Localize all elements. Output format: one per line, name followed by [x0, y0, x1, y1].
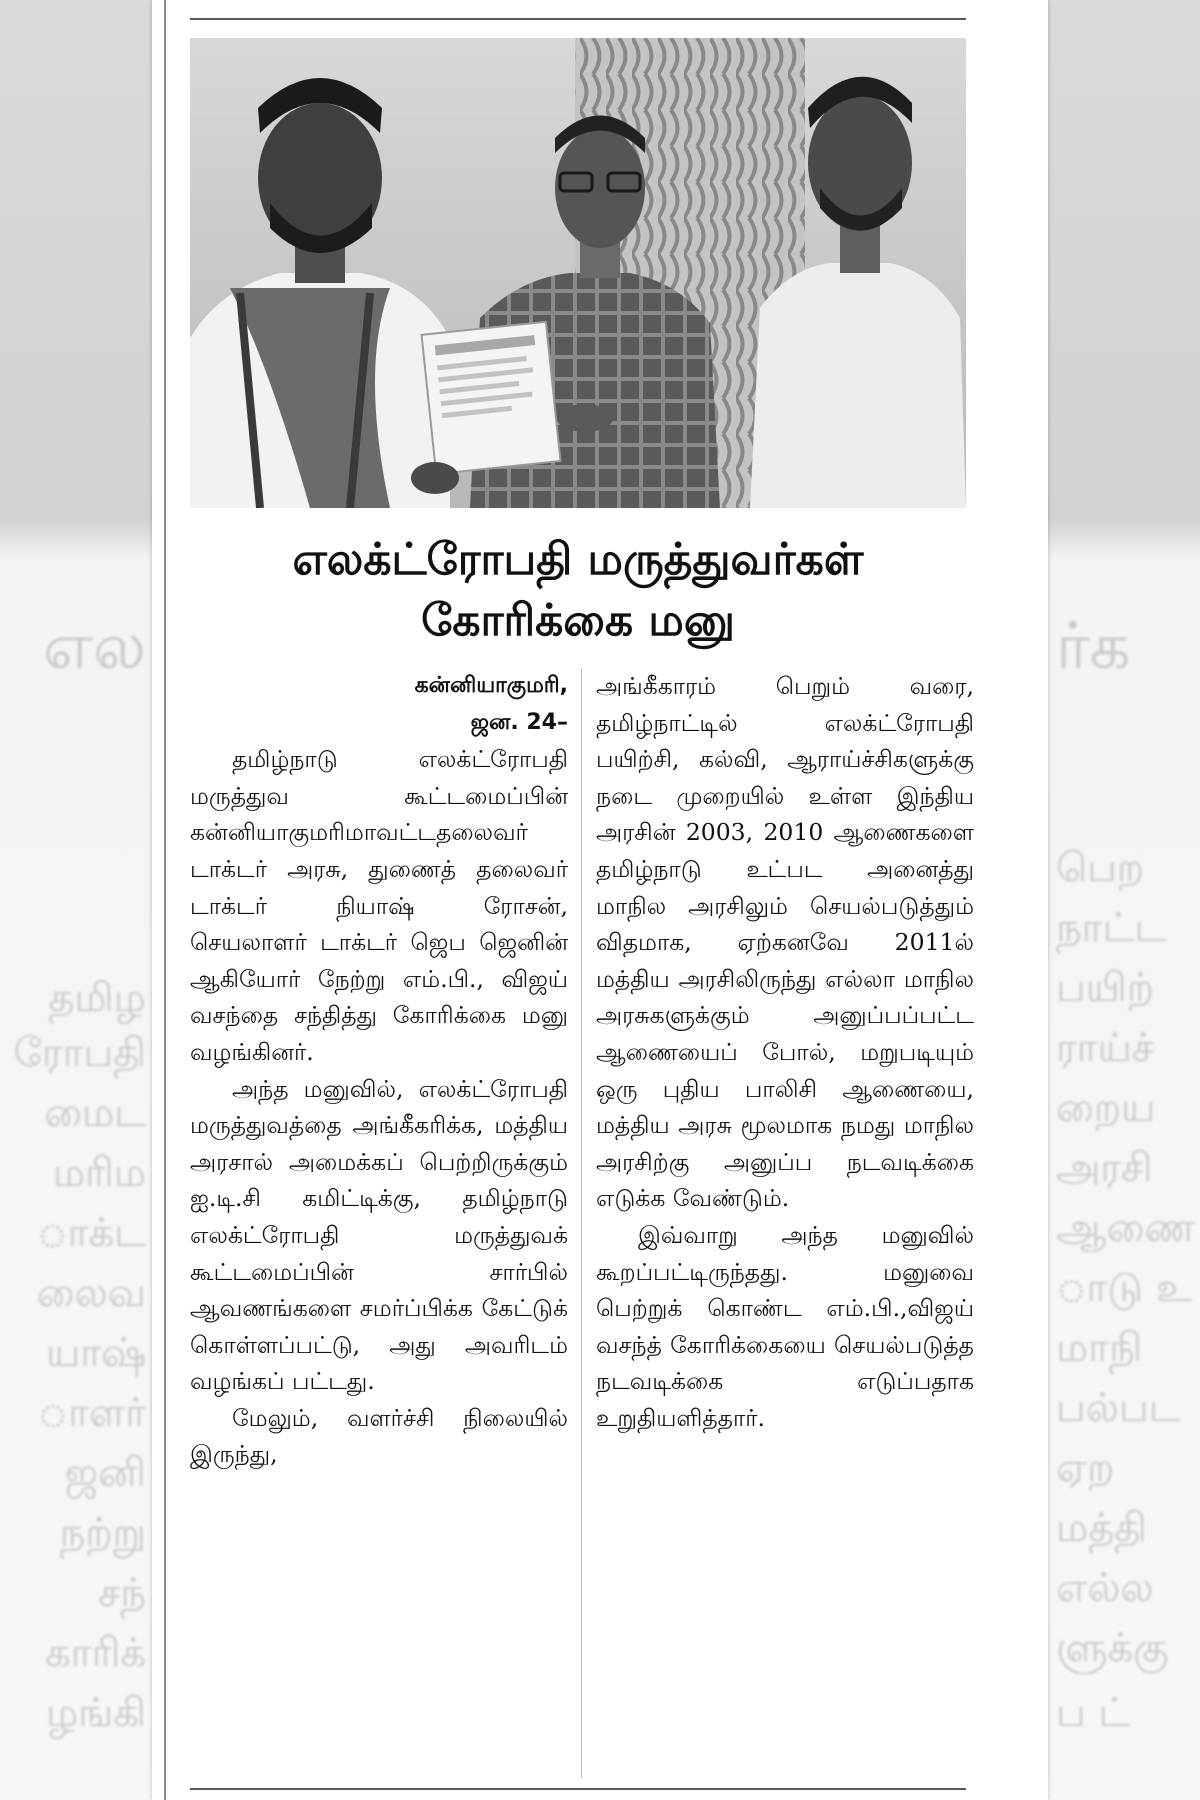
- bg-word: ராய்ச்: [1056, 1025, 1155, 1071]
- news-photo: [190, 38, 966, 508]
- bg-word: பல்பட: [1056, 1385, 1181, 1431]
- bg-word: யாஷ்: [46, 1330, 146, 1376]
- column-divider: [581, 668, 582, 1778]
- dateline-place: கன்னியாகுமரி,: [414, 673, 568, 698]
- bg-word: றைய: [1056, 1085, 1156, 1131]
- paragraph: தமிழ்நாடு எலக்ட்ரோபதி மருத்துவ கூட்டமைப்பின் கன்னியாகுமரிமாவட்டதலைவர் டாக்டர் அரசு, துணைத் தலைவர் டாக்டர் நியாஷ் ரோசன், செயலாளர் டாக்டர் ஜெப ஜெனின் ஆகியோர் நேற்று எம்.பி., விஜய் வசந்தை சந்தித்து கோரிக்கை மனு வழங்கினர்.: [190, 745, 568, 1066]
- bg-word: ர்க: [1056, 610, 1131, 684]
- paragraph: அந்த மனுவில், எலக்ட்ரோபதி மருத்துவத்தை அங்கீகரிக்க, மத்திய அரசால் அமைக்கப் பெற்றிருக்கும் ஐ.டி.சி கமிட்டிக்கு, தமிழ்நாடு எலக்ட்ரோபதி மருத்துவக் கூட்டமைப்பின் சார்பில் ஆவணங்களை சமர்ப்பிக்க கேட்டுக் கொள்ளப்பட்டு, அது அவரிடம் வழங்கப் பட்டது.: [190, 1074, 568, 1396]
- bg-word: ாடு உ: [1056, 1265, 1193, 1311]
- article-column-right: [596, 668, 974, 1436]
- bg-word: ஜனி: [64, 1450, 146, 1496]
- bg-word: பெற: [1056, 845, 1145, 891]
- bg-word: சந்: [98, 1570, 146, 1616]
- background-blur-right: [1048, 0, 1200, 1800]
- bg-word: எல்ல: [1056, 1565, 1154, 1611]
- dateline-date: ஜன. 24–: [470, 709, 568, 735]
- bg-word: ரோபதி: [13, 1030, 146, 1076]
- top-rule: [190, 18, 966, 20]
- bg-word: நற்று: [59, 1510, 146, 1556]
- bg-word: ாக்ட: [37, 1210, 146, 1256]
- bg-word: ழங்கி: [46, 1690, 146, 1736]
- paragraph: மேலும், வளர்ச்சி நிலையில் இருந்து,: [190, 1403, 568, 1469]
- clipping-edge: [154, 0, 166, 1800]
- bg-word: ஏற: [1056, 1445, 1115, 1491]
- bg-word: ப ட்: [1056, 1690, 1131, 1736]
- bg-word: மாநி: [1056, 1325, 1143, 1371]
- bg-word: லைவ: [36, 1270, 146, 1316]
- headline-line-1: எலக்ட்ரோபதி மருத்துவர்கள்: [292, 534, 864, 585]
- photo-illustration: [190, 38, 966, 508]
- bg-word: பயிற்: [1056, 965, 1155, 1011]
- bg-word: ஆணை: [1056, 1205, 1196, 1251]
- bg-word: எல: [42, 610, 146, 684]
- bg-word: காரிக்: [45, 1630, 146, 1676]
- headline-line-2: கோரிக்கை மனு: [421, 595, 735, 646]
- newspaper-clipping: [152, 0, 1048, 1800]
- bg-word: தமிழ: [48, 975, 146, 1021]
- article-column-left: [190, 668, 568, 1473]
- headline: [190, 530, 966, 652]
- bg-word: நாட்ட: [1056, 905, 1167, 951]
- bottom-rule: [190, 1788, 966, 1790]
- paragraph: இவ்வாறு அந்த மனுவில் கூறப்பட்டிருந்தது. மனுவை பெற்றுக் கொண்ட எம்.பி.,விஜய் வசந்த் கோரிக்கையை செயல்படுத்த நடவடிக்கை எடுப்பதாக உறுதியளித்தார்.: [596, 1220, 974, 1432]
- bg-word: அரசி: [1056, 1145, 1153, 1191]
- background-blur-left: [0, 0, 152, 1800]
- bg-word: ளுக்கு: [1056, 1625, 1169, 1671]
- bg-word: மைட: [44, 1090, 146, 1136]
- bg-word: ாளர்: [37, 1390, 146, 1436]
- paragraph: அங்கீகாரம் பெறும் வரை, தமிழ்நாட்டில் எலக்ட்ரோபதி பயிற்சி, கல்வி, ஆராய்ச்சிகளுக்கு நடை முறையில் உள்ள இந்திய அரசின் 2003, 2010 ஆணைகளை தமிழ்நாடு உட்பட அனைத்து மாநில அரசிலும் செயல்படுத்தும் விதமாக, ஏற்கனவே 2011ல் மத்திய அரசிலிருந்து எல்லா மாநில அரசுகளுக்கும் அனுப்பப்பட்ட ஆணையைப் போல், மறுபடியும் ஒரு புதிய பாலிசி ஆணையை, மத்திய அரசு மூலமாக நமது மாநில அரசிற்கு அனுப்ப நடவடிக்கை எடுக்க வேண்டும்.: [596, 672, 974, 1213]
- bg-word: மத்தி: [1056, 1505, 1148, 1551]
- bg-word: மரிம: [52, 1150, 146, 1196]
